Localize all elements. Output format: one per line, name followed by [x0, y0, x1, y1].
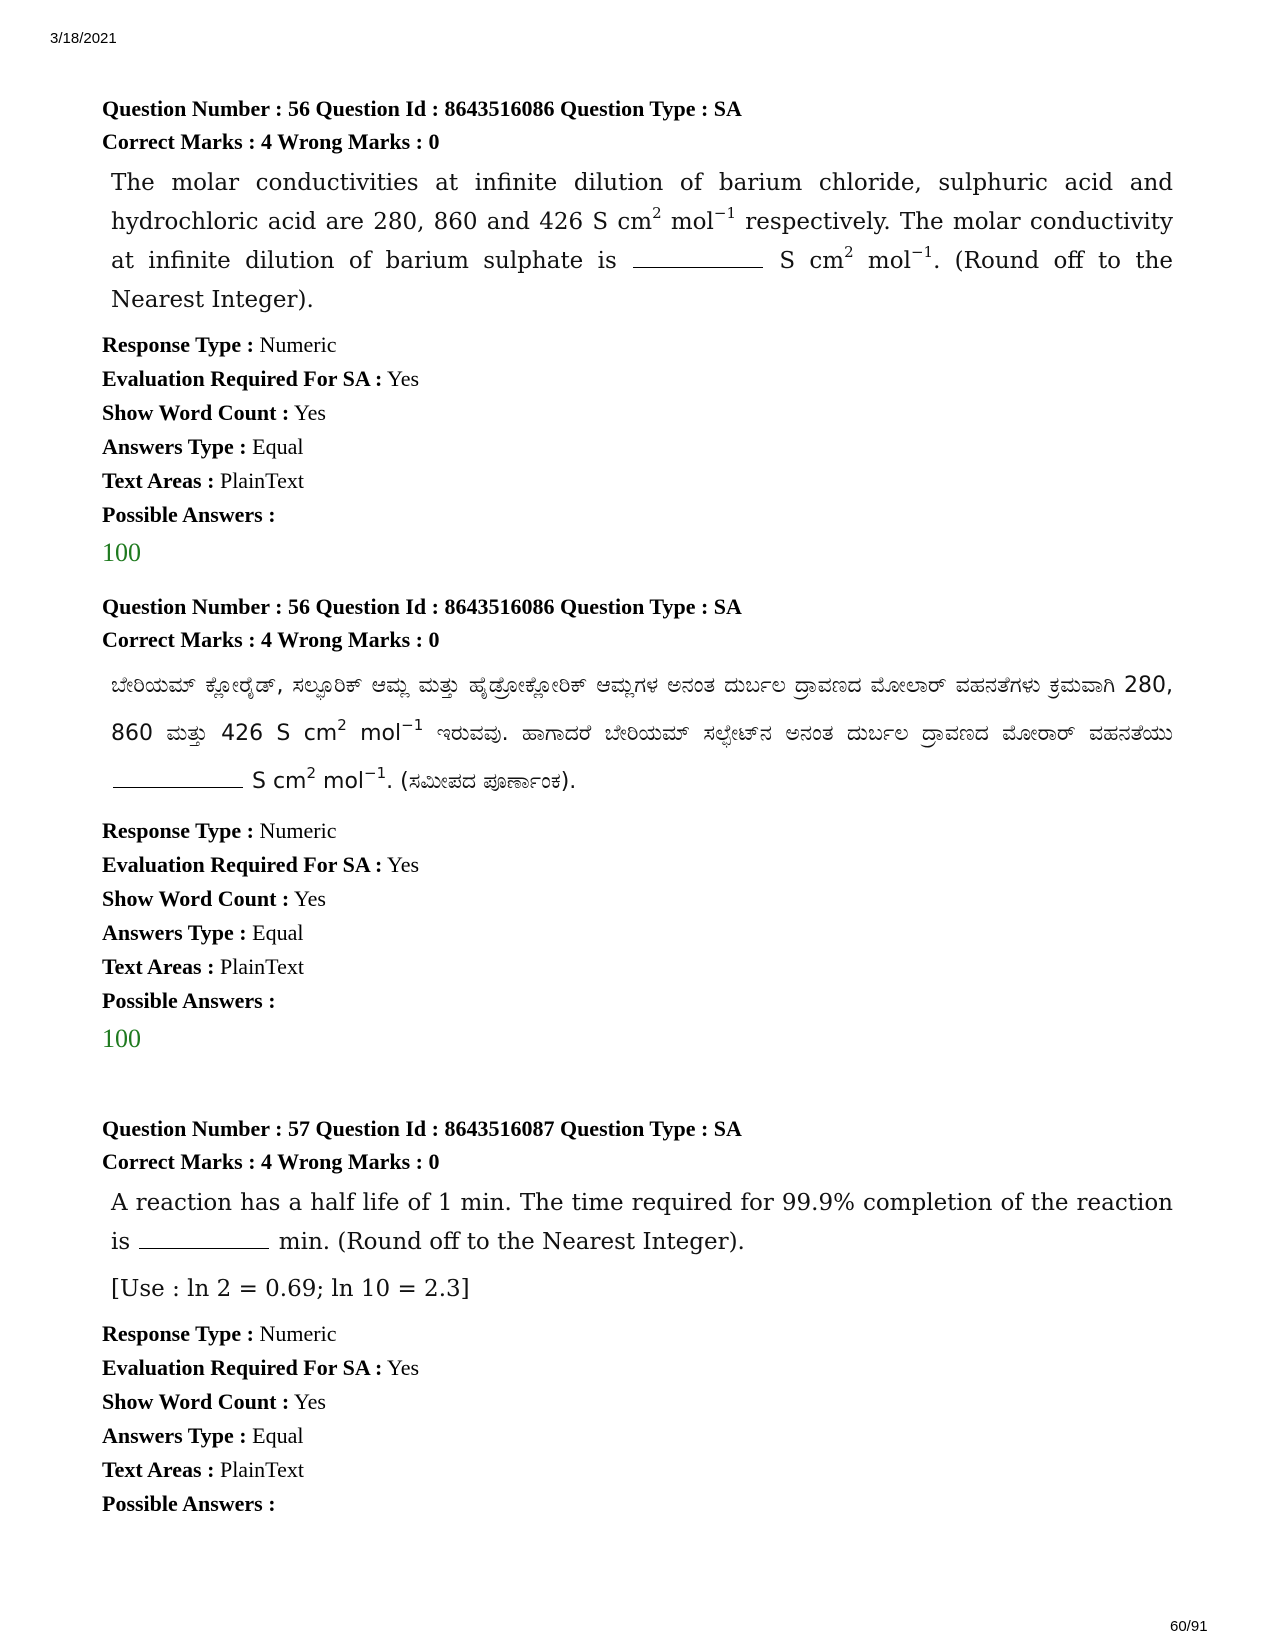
possible-answers-row: [102, 1487, 1182, 1521]
response-type-value: Numeric: [259, 332, 337, 357]
response-type-value: Numeric: [259, 1321, 337, 1346]
use-hint: [Use : ln 2 = 0.69; ln 10 = 2.3]: [111, 1276, 470, 1302]
question-text-part: A reaction has a half life of 1 min. The time required for 99.9% completion of the reaction is: [111, 1190, 1173, 1255]
superscript: 2: [306, 763, 317, 782]
page-date: 3/18/2021: [50, 30, 117, 47]
answers-type-label: Answers Type :: [102, 434, 247, 459]
response-type-row: [102, 328, 1182, 362]
marks-header: Correct Marks : 4 Wrong Marks : 0: [102, 129, 440, 154]
response-type-value: Numeric: [259, 818, 337, 843]
word-count-row: [102, 1385, 1182, 1419]
possible-answers-label: Possible Answers :: [102, 502, 276, 527]
question-text-part: respectively. The molar conductivity at infinite dilution of barium sulphate is: [111, 209, 1173, 274]
evaluation-row: [102, 362, 1182, 396]
text-areas-label: Text Areas :: [102, 954, 215, 979]
question-text-part: mol: [661, 209, 714, 235]
question-text-part: ಬೇರಿಯಮ್ ಕ್ಲೋರೈಡ್, ಸಲ್ಫೂರಿಕ್ ಆಮ್ಲ ಮತ್ತು ಹೈಡ್ರೋಕ್ಲೋರಿಕ್ ಆಮ್ಲಗಳ ಅನಂತ ದುರ್ಬಲ ದ್ರಾವಣದ ಮೋಲಾರ್ ವಹನತೆಗಳು ಕ್ರಮವಾಗಿ 280, 860 ಮತ್ತು 426 S cm: [111, 673, 1173, 746]
question-text-part: The molar conductivities at infinite dilution of barium chloride, sulphuric acid and hydrochloric acid are 280, 860 and 426 S cm: [111, 170, 1173, 235]
answers-type-row: [102, 1419, 1182, 1453]
answers-type-label: Answers Type :: [102, 920, 247, 945]
word-count-label: Show Word Count :: [102, 1389, 290, 1414]
marks-header: Correct Marks : 4 Wrong Marks : 0: [102, 627, 440, 652]
text-areas-value: PlainText: [219, 954, 304, 979]
question-meta: [102, 1317, 1182, 1521]
superscript: 2: [337, 715, 347, 734]
text-areas-row: [102, 950, 1182, 984]
evaluation-value: Yes: [387, 366, 420, 391]
possible-answers-label: Possible Answers :: [102, 988, 276, 1013]
evaluation-value: Yes: [387, 852, 420, 877]
response-type-label: Response Type :: [102, 332, 254, 357]
question-block-1: [102, 92, 1182, 572]
evaluation-label: Evaluation Required For SA :: [102, 852, 383, 877]
evaluation-row: [102, 848, 1182, 882]
text-areas-value: PlainText: [219, 468, 304, 493]
response-type-label: Response Type :: [102, 1321, 254, 1346]
answers-type-row: [102, 916, 1182, 950]
question-block-3: [102, 1112, 1182, 1521]
answers-type-row: [102, 430, 1182, 464]
answers-type-value: Equal: [252, 434, 304, 459]
superscript: 2: [844, 243, 854, 262]
evaluation-label: Evaluation Required For SA :: [102, 1355, 383, 1380]
answers-type-value: Equal: [252, 920, 304, 945]
question-text: [111, 662, 1173, 806]
possible-answers-row: [102, 984, 1182, 1018]
evaluation-row: [102, 1351, 1182, 1385]
word-count-value: Yes: [293, 400, 326, 425]
response-type-label: Response Type :: [102, 818, 254, 843]
superscript: −1: [713, 204, 736, 223]
question-text-part: min. (Round off to the Nearest Integer).: [271, 1229, 745, 1255]
possible-answers-label: Possible Answers :: [102, 1491, 276, 1516]
question-block-2: [102, 590, 1182, 1058]
possible-answers-row: [102, 498, 1182, 532]
question-meta: [102, 814, 1182, 1058]
question-text-part: mol: [853, 248, 911, 274]
question-header: Question Number : 57 Question Id : 8643516087 Question Type : SA: [102, 1116, 742, 1141]
question-text-part: S cm: [245, 769, 307, 794]
question-header: Question Number : 56 Question Id : 8643516086 Question Type : SA: [102, 96, 742, 121]
answers-type-value: Equal: [252, 1423, 304, 1448]
superscript: −1: [910, 243, 934, 262]
possible-answer: 100: [102, 1024, 141, 1053]
question-header: Question Number : 56 Question Id : 8643516086 Question Type : SA: [102, 594, 742, 619]
question-text-part: . (Round off to the Nearest Integer).: [111, 248, 1173, 313]
word-count-row: [102, 882, 1182, 916]
answers-type-label: Answers Type :: [102, 1423, 247, 1448]
superscript: 2: [652, 204, 662, 223]
question-text: [111, 1184, 1173, 1262]
question-text: [111, 164, 1173, 320]
answer-blank: [633, 266, 763, 268]
evaluation-value: Yes: [387, 1355, 420, 1380]
text-areas-label: Text Areas :: [102, 468, 215, 493]
word-count-label: Show Word Count :: [102, 400, 290, 425]
response-type-row: [102, 1317, 1182, 1351]
evaluation-label: Evaluation Required For SA :: [102, 366, 383, 391]
answer-blank: [139, 1247, 269, 1249]
text-areas-row: [102, 1453, 1182, 1487]
word-count-value: Yes: [293, 1389, 326, 1414]
word-count-value: Yes: [293, 886, 326, 911]
question-text-part: S cm: [765, 248, 845, 274]
superscript: −1: [401, 715, 424, 734]
question-text-part: . (ಸಮೀಪದ ಪೂರ್ಣಾಂಕ).: [386, 769, 577, 794]
superscript: −1: [364, 763, 387, 782]
marks-header: Correct Marks : 4 Wrong Marks : 0: [102, 1149, 440, 1174]
question-meta: [102, 328, 1182, 572]
answer-blank: [113, 786, 243, 788]
question-text-part: mol: [316, 769, 365, 794]
text-areas-row: [102, 464, 1182, 498]
word-count-label: Show Word Count :: [102, 886, 290, 911]
text-areas-value: PlainText: [219, 1457, 304, 1482]
question-text-part: ಇರುವವು. ಹಾಗಾದರೆ ಬೇರಿಯಮ್ ಸಲ್ಫೇಟ್‌ನ ಅನಂತ ದುರ್ಬಲ ದ್ರಾವಣದ ಮೋರಾರ್ ವಹನತೆಯು: [423, 721, 1173, 746]
question-text-part: mol: [346, 721, 402, 746]
page-number: 60/91: [1170, 1618, 1208, 1635]
response-type-row: [102, 814, 1182, 848]
text-areas-label: Text Areas :: [102, 1457, 215, 1482]
possible-answer: 100: [102, 538, 141, 567]
word-count-row: [102, 396, 1182, 430]
